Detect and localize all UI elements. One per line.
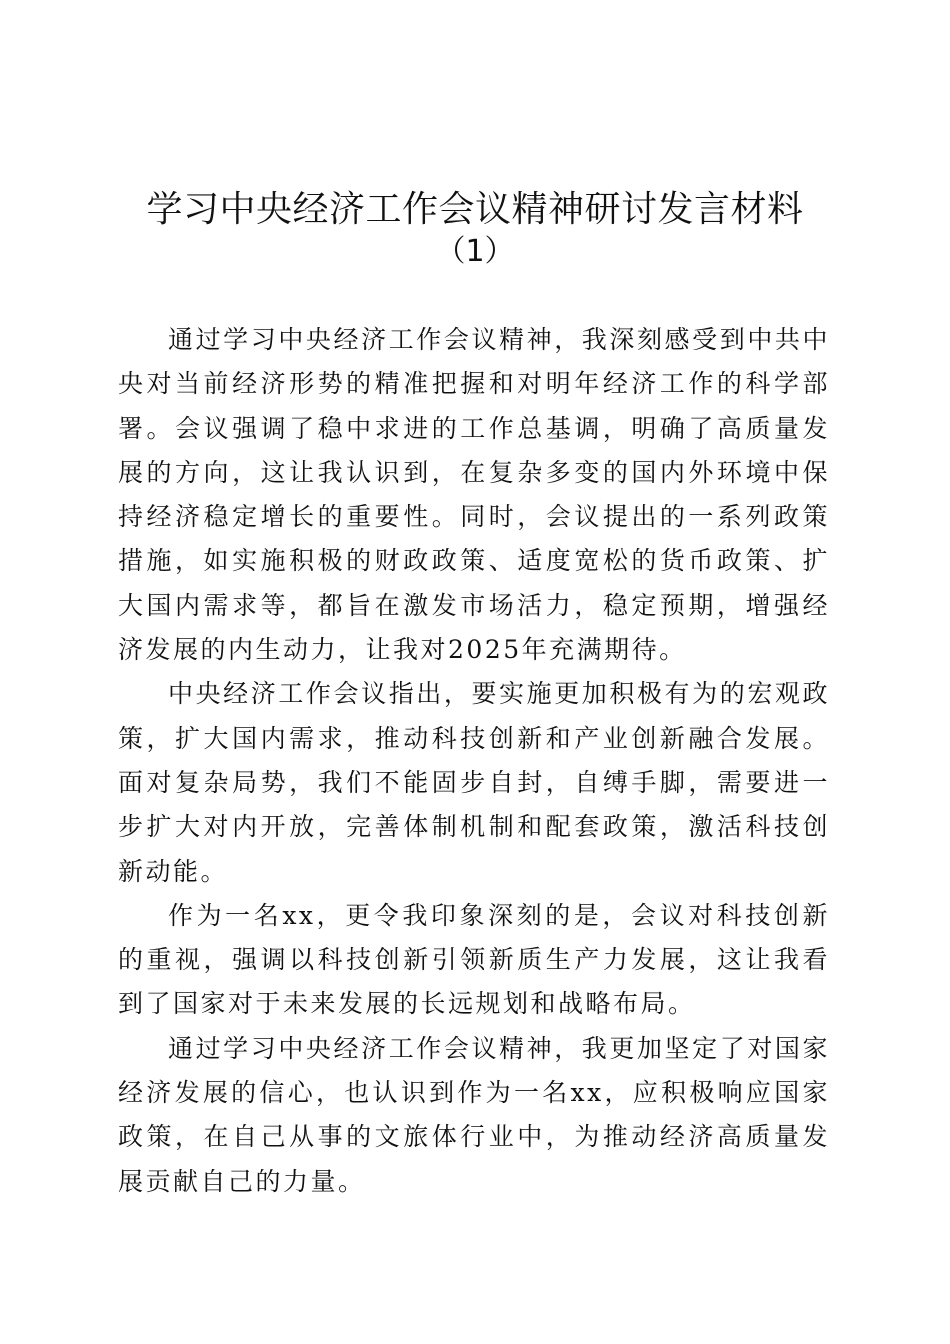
paragraph-2: 中央经济工作会议指出，要实施更加积极有为的宏观政策，扩大国内需求，推动科技创新和产业创新融合发展。面对复杂局势，我们不能固步自封，自缚手脚，需要进一步扩大对内开放，完善体制机制和配套政策，激活科技创新动能。	[118, 679, 830, 886]
document-body	[118, 318, 830, 1204]
document-title-number: （1）	[435, 234, 515, 269]
paragraph-1: 通过学习中央经济工作会议精神，我深刻感受到中共中央对当前经济形势的精准把握和对明年经济工作的科学部署。会议强调了稳中求进的工作总基调，明确了高质量发展的方向，这让我认识到，在复杂多变的国内外环境中保持经济稳定增长的重要性。同时，会议提出的一系列政策措施，如实施积极的财政政策、适度宽松的货币政策、扩大国内需求等，都旨在激发市场活力，稳定预期，增强经济发展的内生动力，让我对2025年充满期待。	[118, 325, 830, 665]
document-title: 学习中央经济工作会议精神研讨发言材料	[146, 189, 804, 230]
paragraph-4: 通过学习中央经济工作会议精神，我更加坚定了对国家经济发展的信心，也认识到作为一名xx，应积极响应国家政策，在自己从事的文旅体行业中，为推动经济高质量发展贡献自己的力量。	[118, 1033, 830, 1196]
paragraph-3: 作为一名xx，更令我印象深刻的是，会议对科技创新的重视，强调以科技创新引领新质生产力发展，这让我看到了国家对于未来发展的长远规划和战略布局。	[118, 900, 830, 1019]
